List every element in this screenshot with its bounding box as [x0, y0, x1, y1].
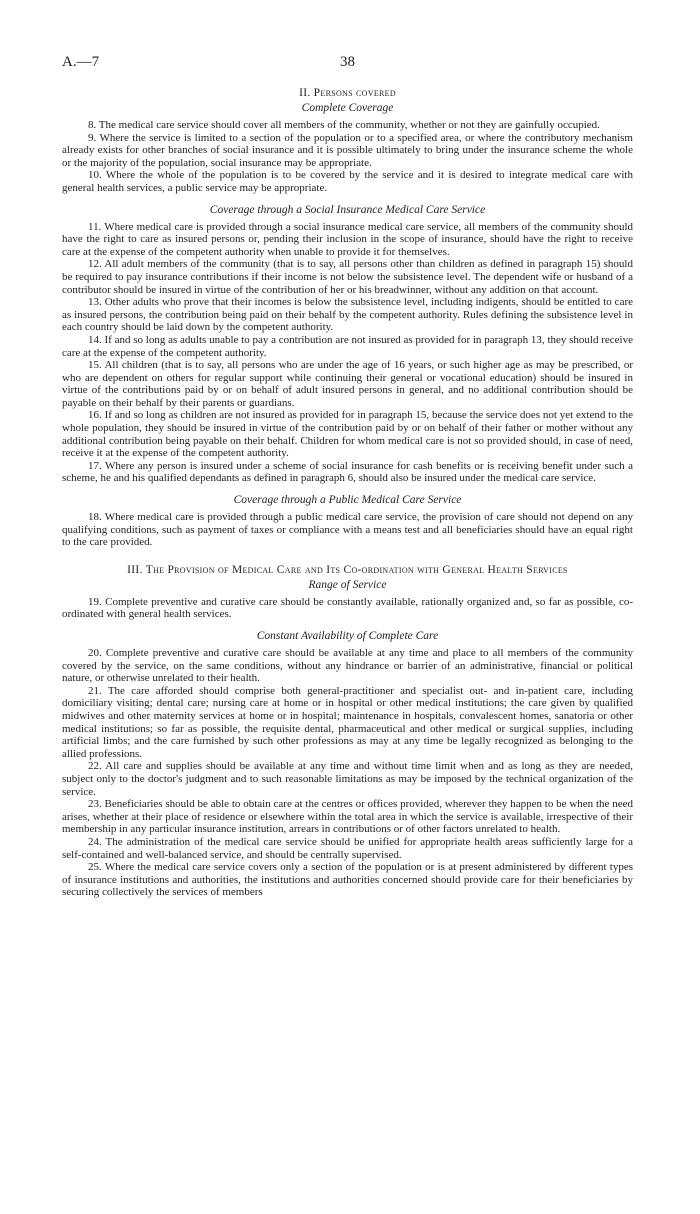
paragraph-22: 22. All care and supplies should be available at any time and without time limit when and as long as they are needed, subject only to the doctor's judgment and to such reasonable limitations as may be imposed by the technical organization of the service. — [62, 760, 633, 798]
document-reference: A.—7 — [62, 54, 100, 70]
paragraph-14: 14. If and so long as adults unable to pay a contribution are not insured as provided for in paragraph 13, they should receive care at the expense of the competent authority. — [62, 333, 633, 359]
subheading-constant-availability: Constant Availability of Complete Care — [256, 630, 439, 642]
paragraph-13: 13. Other adults who prove that their incomes is below the subsistence level, including indigents, should be entitled to care as insured persons, the contribution being paid on their behalf by the competent authority. Rules defining the subsistence level in each country should be laid down by the competent authority. — [62, 296, 633, 334]
paragraph-19: 19. Complete preventive and curative care should be constantly available, rationally organized and, so far as possible, co-ordinated with general health services. — [62, 595, 633, 621]
section-heading-persons-covered: II. Persons covered — [299, 87, 396, 99]
subheading-range-of-service: Range of Service — [308, 578, 387, 591]
paragraph-17: 17. Where any person is insured under a scheme of social insurance for cash benefits or is receiving benefit under such a scheme, he and his qualified dependants as defined in paragraph 6, should also be insured under the medical care service. — [62, 459, 633, 485]
subheading-public-service: Coverage through a Public Medical Care Service — [233, 494, 462, 507]
subheading-social-insurance: Coverage through a Social Insurance Medical Care Service — [209, 203, 486, 216]
paragraph-10: 10. Where the whole of the population is to be covered by the service and it is desired to integrate medical care with general health services, a public service may be appropriate. — [62, 169, 633, 194]
paragraph-11: 11. Where medical care is provided through a social insurance medical care service, all members of the community should have the right to care as insured persons or, pending their inclusion in the scope of insurance, should have the right to receive care at the expense of the competent authority when unable to provide it for themselves. — [62, 220, 633, 258]
paragraph-23: 23. Beneficiaries should be able to obtain care at the centres or offices provided, wherever they happen to be when the need arises, whether at their place of residence or elsewhere within the total area in which the service is available, irrespective of their membership in any particular insurance institution, arrears in contributions or of other factors unrelated to health. — [62, 798, 633, 836]
subheading-complete-coverage: Complete Coverage — [301, 102, 394, 114]
section-heading-provision-of-care: III. The Provision of Medical Care and Its Co-ordination with General Health Services — [127, 563, 568, 576]
page-number: 38 — [340, 54, 355, 70]
page-header — [62, 54, 633, 78]
paragraph-15: 15. All children (that is to say, all persons who are under the age of 16 years, or such higher age as may be prescribed, or who are dependent on others for regular support while continuing their general or vocational education) should be insured in virtue of the contributions paid by or on behalf of adult insured persons in general, and no additional contribution should be payable on their behalf by their parents or guardians. — [62, 359, 633, 409]
paragraph-24: 24. The administration of the medical care service should be unified for appropriate health areas sufficiently large for a self-contained and well-balanced service, and should be centrally supervised. — [62, 835, 633, 861]
paragraph-18: 18. Where medical care is provided through a public medical care service, the provision of care should not depend on any qualifying conditions, such as payment of taxes or compliance with a means test and all beneficiaries should have an equal right to the care provided. — [62, 511, 633, 549]
document-body — [62, 86, 633, 899]
paragraph-8: 8. The medical care service should cover all members of the community, whether or not they are gainfully occupied. — [88, 119, 600, 131]
paragraph-20: 20. Complete preventive and curative care should be available at any time and place to all members of the community covered by the service, on the same conditions, without any hindrance or barrier of an administrative, financial or political nature, or otherwise unrelated to their health. — [62, 647, 633, 685]
paragraph-12: 12. All adult members of the community (that is to say, all persons other than children as defined in paragraph 15) should be required to pay insurance contributions if their income is not below the subsistence level. The dependent wife or husband of a contributor should be insured in virtue of the contribution of her or his breadwinner, without any addition on that account. — [62, 258, 633, 296]
paragraph-25: 25. Where the medical care service covers only a section of the population or is at present administered by different types of insurance institutions and authorities, the institutions and authorities concerned should provide care for their beneficiaries by securing collectively the services of members — [62, 861, 633, 899]
paragraph-9: 9. Where the service is limited to a section of the population or to a specified area, or where the contributory mechanism already exists for other branches of social insurance and it is possible ultimately to bring under the insurance scheme the whole or the majority of the population, social insurance may be appropriate. — [62, 131, 633, 169]
paragraph-21: 21. The care afforded should comprise both general-practitioner and specialist out- and in-patient care, including domiciliary visiting; dental care; nursing care at home or in hospital or other medical institutions; the care given by qualified midwives and other maternity services at home or in hospital; maintenance in hospitals, convalescent homes, sanatoria or other medical institutions; so far as possible, the requisite dental, pharmaceutical and other medical or surgical supplies, including artificial limbs; and the care furnished by such other professions as may at any time be legally recognized as belonging to the allied professions. — [62, 684, 633, 760]
paragraph-16: 16. If and so long as children are not insured as provided for in paragraph 15, because the service does not yet extend to the whole population, they should be insured in virtue of the contribution paid by or on behalf of their father or mother without any additional contribution being payable on their behalf. Children for whom medical care is not so provided should, in case of need, receive it at the expense of the competent authority. — [62, 409, 633, 460]
